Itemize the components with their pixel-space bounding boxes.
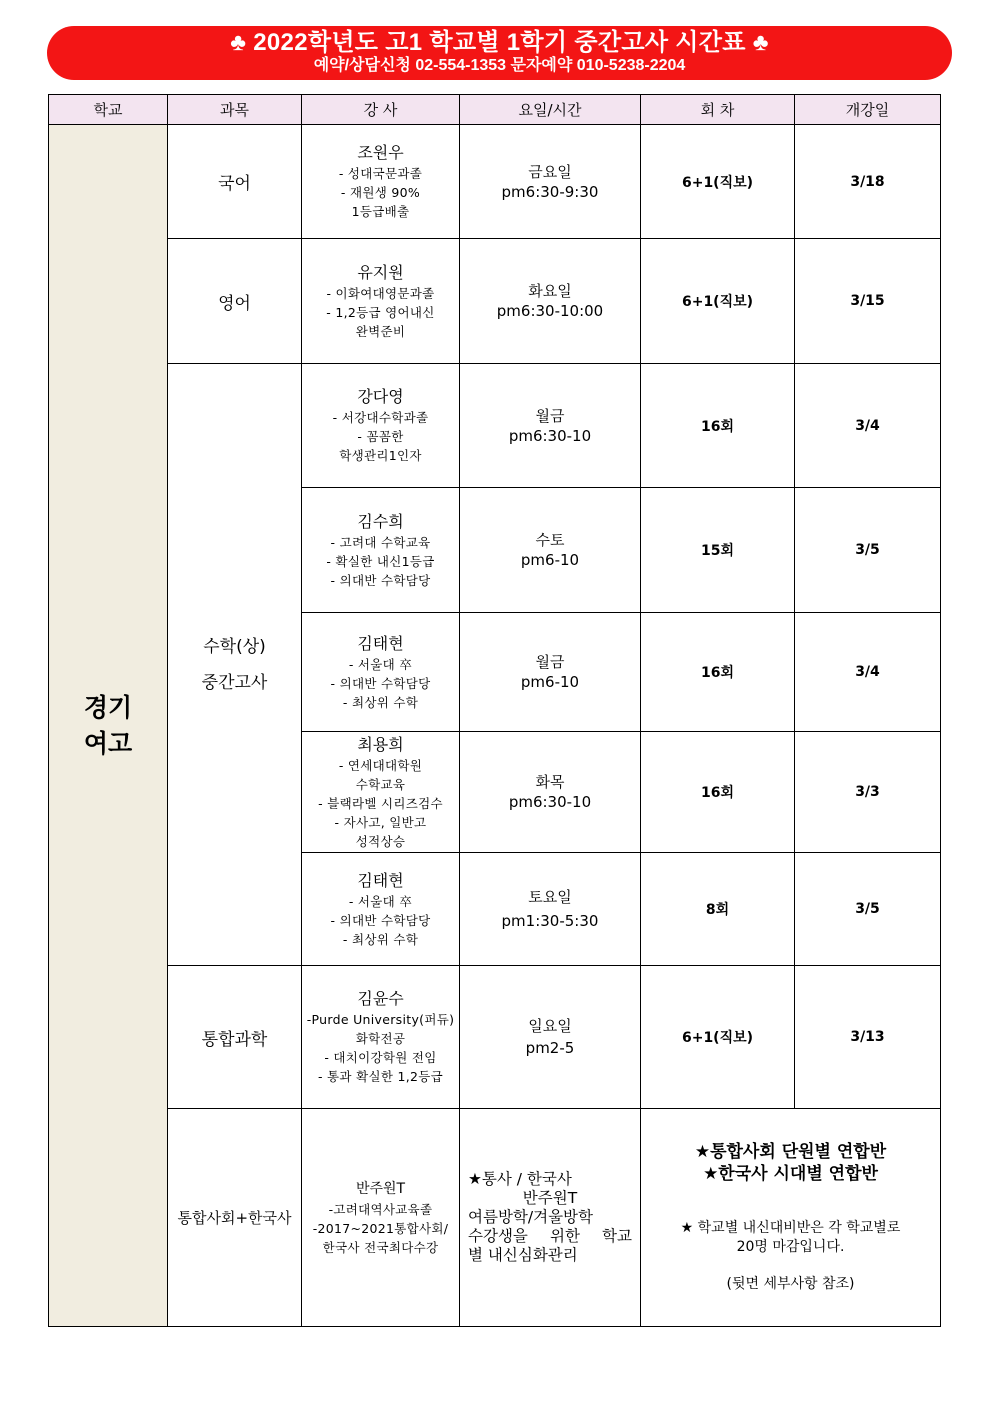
notes-headline: ★통합사회 단원별 연합반 (694, 1142, 887, 1162)
table-row (49, 1109, 941, 1327)
teacher-cell: 김윤수 -Purde University(퍼듀) 화학전공 - 대치이강학원 전임 - 통과 확실한 1,2등급 (302, 966, 460, 1109)
sessions-cell: 6+1(직보) (641, 239, 795, 364)
table-row (49, 364, 941, 488)
subject-cell: 통합과학 (168, 966, 302, 1109)
teacher-cell: 강다영 - 서강대수학과졸 - 꼼꼼한 학생관리1인자 (302, 364, 460, 488)
schedule-table (48, 94, 941, 1327)
sessions-cell: 16회 (641, 732, 795, 853)
teacher-name: 김태현 (357, 870, 404, 890)
special-program-cell: ★통사 / 한국사 반주원T 여름방학/겨울방학 수강생을 위한 학교 별 내신심화관리 (460, 1109, 641, 1327)
start-date-cell: 3/13 (795, 966, 941, 1109)
start-date-cell: 3/4 (795, 613, 941, 732)
header-day-time: 요일/시간 (460, 95, 641, 125)
teacher-cell: 조원우 - 성대국문과졸 - 재원생 90% 1등급배출 (302, 125, 460, 239)
sessions-cell: 15회 (641, 488, 795, 613)
teacher-cell: 김태현 - 서울대 卒 - 의대반 수학담당 - 최상위 수학 (302, 853, 460, 966)
teacher-name: 조원우 (357, 143, 404, 162)
sessions-cell: 6+1(직보) (641, 966, 795, 1109)
notes-cell: ★통합사회 단원별 연합반 ★한국사 시대별 연합반 ★ 학교별 내신대비반은 각 학교별로 20명 마감입니다. (뒷면 세부사항 참조) (641, 1109, 941, 1327)
page-title: ♣ 2022학년도 고1 학교별 1학기 중간고사 시간표 ♣ (230, 29, 769, 56)
subject-cell: 영어 (168, 239, 302, 364)
header-subject: 과목 (168, 95, 302, 125)
sessions-cell: 16회 (641, 613, 795, 732)
day-time-cell: 화요일 pm6:30-10:00 (460, 239, 641, 364)
teacher-name: 김윤수 (357, 989, 404, 1008)
header-school: 학교 (49, 95, 168, 125)
table-row (49, 125, 941, 239)
sessions-cell: 16회 (641, 364, 795, 488)
notes-headline: ★한국사 시대별 연합반 (703, 1164, 878, 1184)
teacher-name: 김수희 (357, 511, 404, 531)
teacher-name: 강다영 (357, 387, 404, 406)
teacher-cell: 김태현 - 서울대 卒 - 의대반 수학담당 - 최상위 수학 (302, 613, 460, 732)
teacher-cell: 유지원 - 이화여대영문과졸 - 1,2등급 영어내신 완벽준비 (302, 239, 460, 364)
teacher-name: 유지원 (357, 262, 404, 282)
contact-info: 예약/상담신청 02-554-1353 문자예약 010-5238-2204 (313, 57, 686, 74)
day-time-cell: 화목 pm6:30-10 (460, 732, 641, 853)
sessions-cell: 6+1(직보) (641, 125, 795, 239)
header-start-date: 개강일 (795, 95, 941, 125)
start-date-cell: 3/15 (795, 239, 941, 364)
title-banner (47, 26, 952, 80)
day-time-cell: 토요일 pm1:30-5:30 (460, 853, 641, 966)
sessions-cell: 8회 (641, 853, 795, 966)
day-time-cell: 일요일 pm2-5 (460, 966, 641, 1109)
subject-cell: 수학(상) 중간고사 (168, 364, 302, 966)
header-sessions: 회 차 (641, 95, 795, 125)
table-row (49, 239, 941, 364)
teacher-name: 최용희 (357, 734, 404, 754)
school-cell: 경기 여고 (49, 125, 168, 1327)
header-row (49, 95, 941, 125)
header-teacher: 강 사 (302, 95, 460, 125)
teacher-cell: 최용희 - 연세대대학원 수학교육 - 블랙라벨 시리즈검수 - 자사고, 일반고 성적상승 (302, 732, 460, 853)
start-date-cell: 3/5 (795, 853, 941, 966)
teacher-cell: 반주원T -고려대역사교육졸 -2017~2021통합사회/ 한국사 전국최다수강 (302, 1109, 460, 1327)
start-date-cell: 3/4 (795, 364, 941, 488)
start-date-cell: 3/3 (795, 732, 941, 853)
day-time-cell: 수토 pm6-10 (460, 488, 641, 613)
teacher-name: 반주원T (355, 1181, 406, 1197)
teacher-cell: 김수희 - 고려대 수학교육 - 확실한 내신1등급 - 의대반 수학담당 (302, 488, 460, 613)
day-time-cell: 금요일 pm6:30-9:30 (460, 125, 641, 239)
day-time-cell: 월금 pm6-10 (460, 613, 641, 732)
table-row (49, 966, 941, 1109)
subject-cell: 국어 (168, 125, 302, 239)
subject-cell: 통합사회+한국사 (168, 1109, 302, 1327)
start-date-cell: 3/5 (795, 488, 941, 613)
start-date-cell: 3/18 (795, 125, 941, 239)
day-time-cell: 월금 pm6:30-10 (460, 364, 641, 488)
teacher-name: 김태현 (357, 633, 404, 653)
